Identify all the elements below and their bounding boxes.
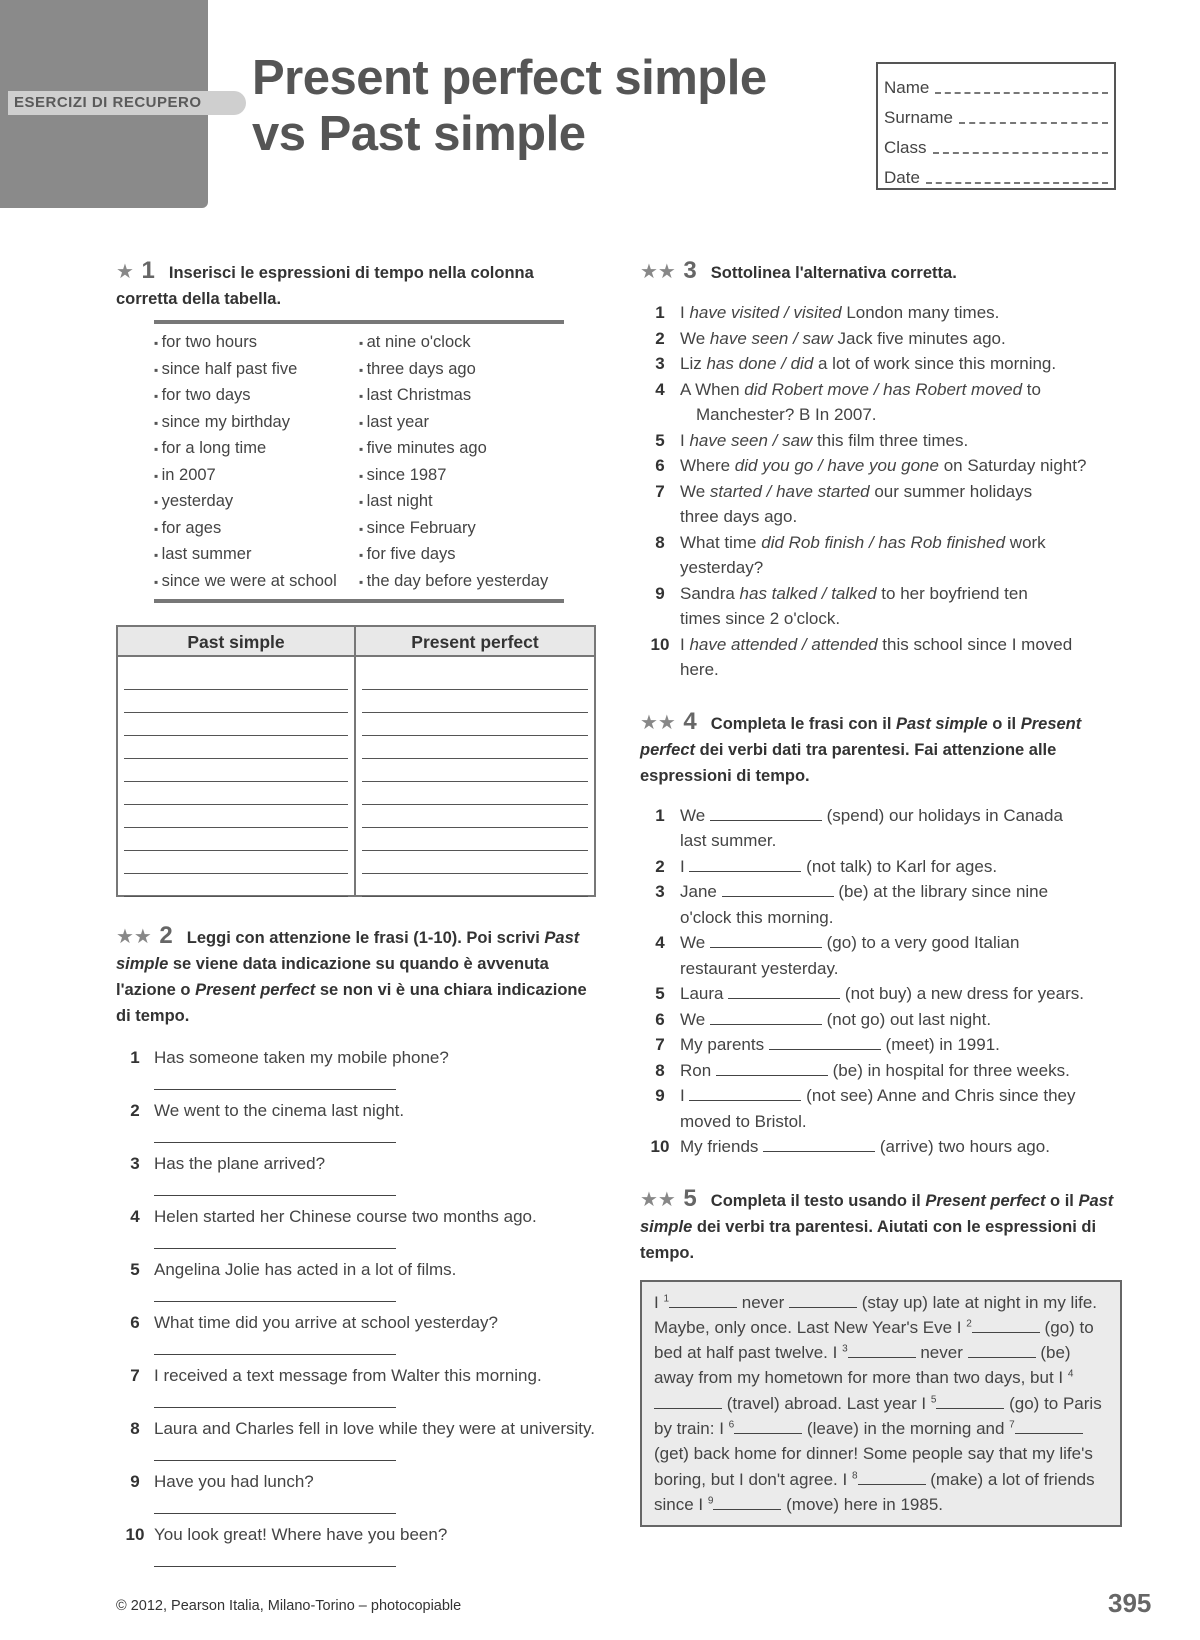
answer-line[interactable] (362, 667, 588, 690)
question-item (116, 1098, 596, 1143)
item-text: I (not talk) to Karl for ages. (680, 856, 998, 876)
time-expression: ▪ for two hours (154, 330, 359, 357)
question-number: 3 (130, 1154, 140, 1173)
exercise-3-heading: ★★ 3 Sottolinea l'alternativa corretta. (640, 257, 957, 284)
question-row (116, 1363, 596, 1388)
alternatives[interactable]: did Rob finish / has Rob finished (761, 532, 1006, 552)
table-header-past-simple: Past simple (118, 627, 356, 655)
exercise-3-item (640, 428, 1120, 454)
alternatives[interactable]: has done / did (706, 354, 814, 373)
item-number: 2 (655, 856, 665, 876)
question-number: 1 (130, 1048, 140, 1067)
time-expression: ▪ three days ago (359, 357, 564, 384)
student-info-box (876, 62, 1116, 190)
question-text: Have you had lunch? (154, 1472, 314, 1491)
date-field[interactable]: Date (884, 158, 1108, 188)
item-number: 6 (655, 456, 665, 475)
answer-line[interactable] (124, 874, 348, 897)
answer-line[interactable] (362, 759, 588, 782)
blank[interactable] (789, 1292, 857, 1308)
answer-line[interactable] (154, 1441, 396, 1461)
blank[interactable] (713, 1494, 781, 1510)
item-number: 5 (655, 984, 665, 1003)
exercise-3-item (640, 326, 1120, 352)
question-number: 7 (130, 1366, 140, 1385)
question-item (116, 1151, 596, 1196)
classification-table (116, 625, 596, 897)
item-number: 10 (650, 1137, 670, 1156)
item-text: We started / have started our summer holidays three days ago. (680, 481, 1033, 526)
item-number: 6 (655, 1009, 665, 1029)
question-number: 9 (130, 1472, 140, 1491)
answer-line[interactable] (362, 828, 588, 851)
item-number: 3 (655, 882, 665, 901)
copyright-footer: © 2012, Pearson Italia, Milano-Torino – photocopiable (116, 1598, 462, 1614)
question-item (116, 1257, 596, 1302)
answer-line[interactable] (124, 667, 348, 690)
blank[interactable] (734, 1418, 802, 1434)
answer-line[interactable] (362, 782, 588, 805)
alternatives[interactable]: have attended / attended (689, 634, 878, 654)
exercise-3-item (640, 300, 1120, 326)
table-header-present-perfect: Present perfect (411, 632, 539, 652)
exercise-3-item (640, 377, 1120, 428)
time-expressions-box (154, 320, 564, 603)
exercise-4-item (640, 1083, 1120, 1134)
name-field[interactable]: Name (884, 68, 1108, 98)
exercise-4-item (640, 803, 1120, 854)
item-text: Jane (be) at the library since nine o'clock this morning. (680, 882, 1049, 927)
blank[interactable] (763, 1136, 875, 1152)
question-number: 10 (125, 1525, 145, 1544)
item-number: 8 (655, 532, 665, 552)
item-number: 7 (655, 1035, 665, 1054)
answer-line[interactable] (154, 1070, 396, 1090)
section-tab-label: ESERCIZI DI RECUPERO (14, 94, 202, 111)
question-item (116, 1363, 596, 1408)
answer-line[interactable] (362, 851, 588, 874)
question-row (116, 1045, 596, 1070)
time-expression: ▪ for ages (154, 516, 359, 543)
exercise-3-list (640, 300, 1120, 683)
item-number: 10 (650, 634, 670, 654)
blank[interactable] (716, 1060, 828, 1076)
exercise-4-item (640, 1007, 1120, 1033)
answer-line[interactable] (124, 828, 348, 851)
question-text: Has the plane arrived? (154, 1154, 326, 1173)
item-text: Liz has done / did a lot of work since this morning. (680, 354, 1057, 373)
item-number: 3 (655, 354, 665, 373)
answer-line[interactable] (124, 805, 348, 828)
title-line-2: vs Past simple (252, 107, 586, 161)
item-text: Laura (not buy) a new dress for years. (680, 984, 1084, 1003)
question-row (116, 1522, 596, 1547)
blank[interactable] (722, 881, 834, 897)
time-expression: ▪ for a long time (154, 436, 359, 463)
left-column (116, 258, 596, 1575)
exercise-3-item (640, 530, 1120, 581)
alternatives[interactable]: have visited / visited (689, 303, 842, 322)
blank[interactable] (858, 1469, 926, 1485)
exercise-4-heading: ★★ 4 Completa le frasi con il Past simple o il Present perfect dei verbi dati tra parentesi. Fai attenzione alle espressioni di tempo. (640, 707, 1082, 785)
exercise-2-heading: ★★ 2 Leggi con attenzione le frasi (1-10). Poi scrivi Past simple se viene data indicazione su quando è avvenuta l'azione o Present perfect se non vi è una chiara indicazione di tempo. (116, 922, 587, 1025)
answer-line[interactable] (124, 736, 348, 759)
time-expression: ▪ for two days (154, 383, 359, 410)
alternatives[interactable]: did you go / have you gone (734, 456, 939, 475)
exercise-2-list (116, 1045, 596, 1567)
time-expression: ▪ since 1987 (359, 463, 564, 490)
page-title (252, 50, 812, 162)
question-number: 4 (130, 1207, 140, 1226)
class-field[interactable]: Class (884, 128, 1108, 158)
answer-line[interactable] (154, 1176, 396, 1196)
item-text: We (go) to a very good Italian restaurant yesterday. (680, 933, 1020, 978)
item-number: 8 (655, 1060, 665, 1080)
exercise-4-item (640, 1058, 1120, 1084)
blank[interactable] (710, 932, 822, 948)
item-text: My friends (arrive) two hours ago. (680, 1137, 1050, 1156)
exercise-3-item (640, 479, 1120, 530)
time-expression: ▪ for five days (359, 542, 564, 569)
alternatives[interactable]: has talked / talked (739, 583, 877, 603)
time-expression: ▪ yesterday (154, 489, 359, 516)
exercise-3-item (640, 453, 1120, 479)
item-text: I have seen / saw this film three times. (680, 430, 969, 450)
item-text: My parents (meet) in 1991. (680, 1035, 1000, 1054)
question-item (116, 1204, 596, 1249)
question-item (116, 1045, 596, 1090)
blank[interactable] (769, 1034, 881, 1050)
time-expression: ▪ since we were at school (154, 569, 359, 596)
title-line-1: Present perfect simple (252, 51, 767, 105)
time-expression: ▪ since my birthday (154, 410, 359, 437)
question-row (116, 1204, 596, 1229)
exercise-3-item (640, 351, 1120, 377)
item-number: 2 (655, 328, 665, 348)
item-text: Sandra has talked / talked to her boyfriend ten times since 2 o'clock. (680, 583, 1028, 628)
exercise-4-item (640, 879, 1120, 930)
item-text: Where did you go / have you gone on Saturday night? (680, 456, 1087, 475)
blank[interactable] (728, 983, 840, 999)
item-text: We (spend) our holidays in Canada last summer. (680, 805, 1063, 850)
blank[interactable] (710, 805, 822, 821)
item-text: We have seen / saw Jack five minutes ago. (680, 328, 1006, 348)
right-column (640, 258, 1120, 1527)
answer-line[interactable] (154, 1123, 396, 1143)
time-expression: ▪ last night (359, 489, 564, 516)
question-text: Angelina Jolie has acted in a lot of films. (154, 1260, 457, 1279)
answer-line[interactable] (124, 690, 348, 713)
alternatives[interactable]: have seen / saw (709, 328, 833, 348)
answer-line[interactable] (124, 851, 348, 874)
blank[interactable] (1015, 1418, 1083, 1434)
exercise-3-item (640, 581, 1120, 632)
item-number: 9 (655, 1086, 665, 1105)
question-text: Laura and Charles fell in love while they were at university. (154, 1419, 595, 1438)
answer-line[interactable] (362, 874, 588, 897)
question-row (116, 1310, 596, 1335)
item-text: Ron (be) in hospital for three weeks. (680, 1060, 1070, 1080)
exercise-4-list (640, 803, 1120, 1160)
question-text: We went to the cinema last night. (154, 1101, 405, 1120)
question-text: You look great! Where have you been? (154, 1525, 448, 1544)
question-item (116, 1522, 596, 1567)
surname-field[interactable]: Surname (884, 98, 1108, 128)
question-row (116, 1098, 596, 1123)
exercise-4-item (640, 1032, 1120, 1058)
question-number: 5 (130, 1260, 140, 1279)
item-number: 4 (655, 933, 665, 952)
item-text: I have attended / attended this school since I moved here. (680, 634, 1073, 679)
question-number: 2 (130, 1101, 140, 1120)
item-number: 5 (655, 430, 665, 450)
answer-line[interactable] (154, 1547, 396, 1567)
page-number: 395 (1108, 1588, 1152, 1618)
answer-line[interactable] (154, 1229, 396, 1249)
blank[interactable] (972, 1317, 1040, 1333)
time-expression: ▪ since February (359, 516, 564, 543)
question-number: 8 (130, 1419, 140, 1438)
blank[interactable] (689, 1085, 801, 1101)
answer-line[interactable] (154, 1388, 396, 1408)
exercise-4-item (640, 981, 1120, 1007)
exercise-3-item (640, 632, 1120, 683)
expressions-column-1 (154, 330, 359, 595)
answer-line[interactable] (124, 782, 348, 805)
blank[interactable] (654, 1393, 722, 1409)
question-text: Helen started her Chinese course two months ago. (154, 1207, 537, 1226)
past-simple-answer-column[interactable] (118, 657, 356, 895)
blank[interactable] (848, 1342, 916, 1358)
exercise-1-heading: ★ 1 Inserisci le espressioni di tempo nella colonna corretta della tabella. (116, 257, 534, 308)
question-item (116, 1469, 596, 1514)
exercise-5-text-box: I $^1$ never (stay up) late at night in my life. Maybe, only once. Last New Year's Eve I $^2$ (go) to bed at half past twelve. I $^3$ never (be) away from my hometown for more than two days, but I $^4$ (travel) abroad. Last year I $^5$ (go) to Paris by train: I $^6$ (leave) in the morning and $^7$ (get) back home for dinner! Some people say that my life's boring, but I don't agree. I $^8$ (make) a lot of friends since I $^9$ (move) here in 1985. (640, 1280, 1122, 1528)
item-text: A When did Robert move / has Robert moved to Manchester? B In 2007. (680, 379, 1041, 424)
answer-line[interactable] (124, 759, 348, 782)
time-expression: ▪ five minutes ago (359, 436, 564, 463)
expressions-column-2 (359, 330, 564, 595)
exercise-5-heading: ★★ 5 Completa il testo usando il Present perfect o il Past simple dei verbi tra parentesi. Aiutati con le espressioni di tempo. (640, 1184, 1114, 1262)
time-expression: ▪ last Christmas (359, 383, 564, 410)
exercise-4-item (640, 854, 1120, 880)
exercise-4-item (640, 930, 1120, 981)
question-text: What time did you arrive at school yesterday? (154, 1313, 498, 1332)
answer-line[interactable] (362, 690, 588, 713)
question-number: 6 (130, 1313, 140, 1332)
item-number: 9 (655, 583, 665, 603)
alternatives[interactable]: did Robert move / has Robert moved (744, 379, 1023, 399)
answer-line[interactable] (362, 713, 588, 736)
item-text: We (not go) out last night. (680, 1009, 992, 1029)
answer-line[interactable] (362, 736, 588, 759)
item-text: What time did Rob finish / has Rob finished work yesterday? (680, 532, 1046, 577)
alternatives[interactable]: have seen / saw (689, 430, 813, 450)
time-expression: ▪ last summer (154, 542, 359, 569)
item-text: I (not see) Anne and Chris since they moved to Bristol. (680, 1086, 1076, 1131)
answer-line[interactable] (154, 1494, 396, 1514)
blank[interactable] (669, 1292, 737, 1308)
blank[interactable] (689, 856, 801, 872)
question-row (116, 1257, 596, 1282)
exercise-4-item (640, 1134, 1120, 1160)
blank[interactable] (968, 1342, 1036, 1358)
item-text: I have visited / visited London many times. (680, 303, 1000, 322)
question-text: Has someone taken my mobile phone? (154, 1048, 449, 1067)
time-expression: ▪ in 2007 (154, 463, 359, 490)
time-expression: ▪ at nine o'clock (359, 330, 564, 357)
answer-line[interactable] (124, 713, 348, 736)
item-number: 1 (655, 805, 665, 825)
answer-line[interactable] (154, 1282, 396, 1302)
time-expression: ▪ last year (359, 410, 564, 437)
item-number: 7 (655, 481, 665, 501)
time-expression: ▪ since half past five (154, 357, 359, 384)
item-number: 4 (655, 379, 665, 399)
blank[interactable] (936, 1393, 1004, 1409)
answer-line[interactable] (154, 1335, 396, 1355)
question-row (116, 1416, 596, 1441)
question-item (116, 1416, 596, 1461)
question-row (116, 1151, 596, 1176)
time-expression: ▪ the day before yesterday (359, 569, 564, 596)
question-row (116, 1469, 596, 1494)
blank[interactable] (710, 1009, 822, 1025)
item-number: 1 (655, 303, 665, 322)
answer-line[interactable] (362, 805, 588, 828)
question-text: I received a text message from Walter this morning. (154, 1366, 542, 1385)
present-perfect-answer-column[interactable] (356, 657, 594, 895)
question-item (116, 1310, 596, 1355)
alternatives[interactable]: started / have started (709, 481, 870, 501)
